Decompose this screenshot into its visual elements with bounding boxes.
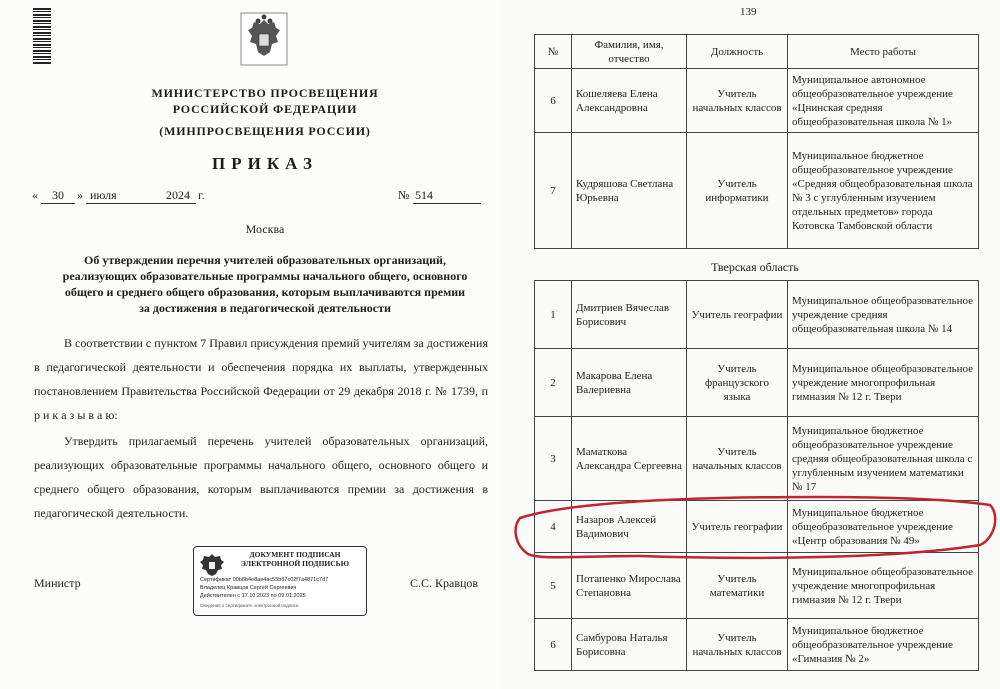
teacher-list-page [500, 0, 1000, 689]
teachers-table-bottom [534, 280, 979, 671]
order-heading [40, 252, 490, 316]
minister-name: С.С. Кравцов [410, 576, 479, 590]
coat-of-arms-icon [240, 12, 288, 66]
heading-line: за достижения в педагогической деятельности [139, 301, 391, 315]
table-row: 6 Самбурова Наталья Борисовна Учитель начальных классов Муниципальное бюджетное общеобразовательное учреждение «Гимназия № 2» [535, 619, 979, 671]
preamble-paragraph: В соответствии с пунктом 7 Правил присуждения премий учителям за достижения в педагогической деятельности и обеспечения порядка их выплаты, утвержденных постановлением Правительства Российской Федерации от 29 декабря 2018 г. № 1739, п р и к а з ы в а ю: [34, 336, 488, 422]
date-month: июля [86, 188, 160, 204]
order-number-prefix: № [398, 188, 410, 202]
column-header-workplace: Место работы [788, 35, 979, 69]
signature-title: ДОКУМЕНТ ПОДПИСАН ЭЛЕКТРОННОЙ ПОДПИСЬЮ [240, 550, 350, 568]
city: Москва [245, 222, 285, 236]
page-number: 139 [740, 6, 757, 18]
signature-validity: Действителен с 17.10.2023 по 09.01.2025 [200, 593, 306, 599]
column-header-name: Фамилия, имя, отчество [572, 35, 687, 69]
order-number: 514 [413, 188, 481, 204]
table-row: 5 Потапенко Мирослава Степановна Учитель математики Муниципальное общеобразовательное учреждение многопрофильная гимназия № 12 г. Твери [535, 553, 979, 619]
order-paragraph: Утвердить прилагаемый перечень учителей образовательных организаций, реализующих образовательные программы начального общего, основного общего и среднего общего образования, которым выплачиваются премии за достижения в педагогической деятельности. [34, 434, 488, 520]
ministry-short-name: (МИНПРОСВЕЩЕНИЯ РОССИИ) [159, 124, 371, 138]
column-header-number: № [535, 35, 572, 69]
barcode [33, 8, 51, 64]
signature-certificate: Сертификат 00b8b4e8ae4ac55b67c02f7a4871c7d7 [200, 577, 329, 583]
heading-line: общего и среднего общего образования, которым выплачиваются премии [64, 285, 466, 299]
minister-label: Министр [34, 576, 81, 590]
ministry-name-line2: РОССИЙСКОЙ ФЕДЕРАЦИИ [172, 102, 358, 116]
signature-owner: Владелец Кравцов Сергей Сергеевич [200, 585, 297, 591]
table-row: 1 Дмитриев Вячеслав Борисович Учитель географии Муниципальное общеобразовательное учреждение средняя общеобразовательная школа № 14 [535, 281, 979, 349]
heading-line: реализующих образовательные программы начального общего, основного [62, 269, 468, 283]
table-row-highlighted: 4 Назаров Алексей Вадимович Учитель географии Муниципальное бюджетное общеобразовательное учреждение «Центр образования № 49» [535, 501, 979, 553]
electronic-signature-stamp [193, 546, 367, 616]
heading-line: Об утверждении перечня учителей образовательных организаций, [84, 253, 446, 267]
signature-note: Сведения о сертификате электронной подписи [200, 603, 299, 608]
date-open-quote: « [32, 188, 38, 202]
table-header-row [535, 35, 979, 69]
region-label: Тверская область [711, 260, 799, 274]
table-row: 7 Кудряшова Светлана Юрьевна Учитель информатики Муниципальное бюджетное общеобразовательное учреждение «Средняя общеобразовательная школа № 3 с углубленным изучением отдельных предметов» города Котовска Тамбовской области [535, 133, 979, 249]
date-day: 30 [41, 188, 75, 204]
date-year-suffix: г. [198, 188, 205, 202]
date-close-quote: » [77, 188, 83, 202]
table-row: 2 Макарова Елена Валериевна Учитель французского языка Муниципальное общеобразовательное учреждение многопрофильная гимназия № 12 г. Твери [535, 349, 979, 417]
coat-of-arms-icon [198, 551, 226, 577]
date-year: 2024 [160, 188, 196, 204]
table-row: 6 Кошеляева Елена Александровна Учитель начальных классов Муниципальное автономное общеобразовательное учреждение «Цнинская средняя общеобразовательная школа № 1» [535, 69, 979, 133]
teachers-table-top [534, 34, 979, 249]
table-row: 3 Маматкова Александра Сергеевна Учитель начальных классов Муниципальное бюджетное общеобразовательное учреждение средняя общеобразовательная школа с углубленным изучением математики № 17 [535, 417, 979, 501]
ministry-name-line1: МИНИСТЕРСТВО ПРОСВЕЩЕНИЯ [151, 86, 379, 100]
column-header-position: Должность [687, 35, 788, 69]
order-title: ПРИКАЗ [212, 154, 318, 173]
